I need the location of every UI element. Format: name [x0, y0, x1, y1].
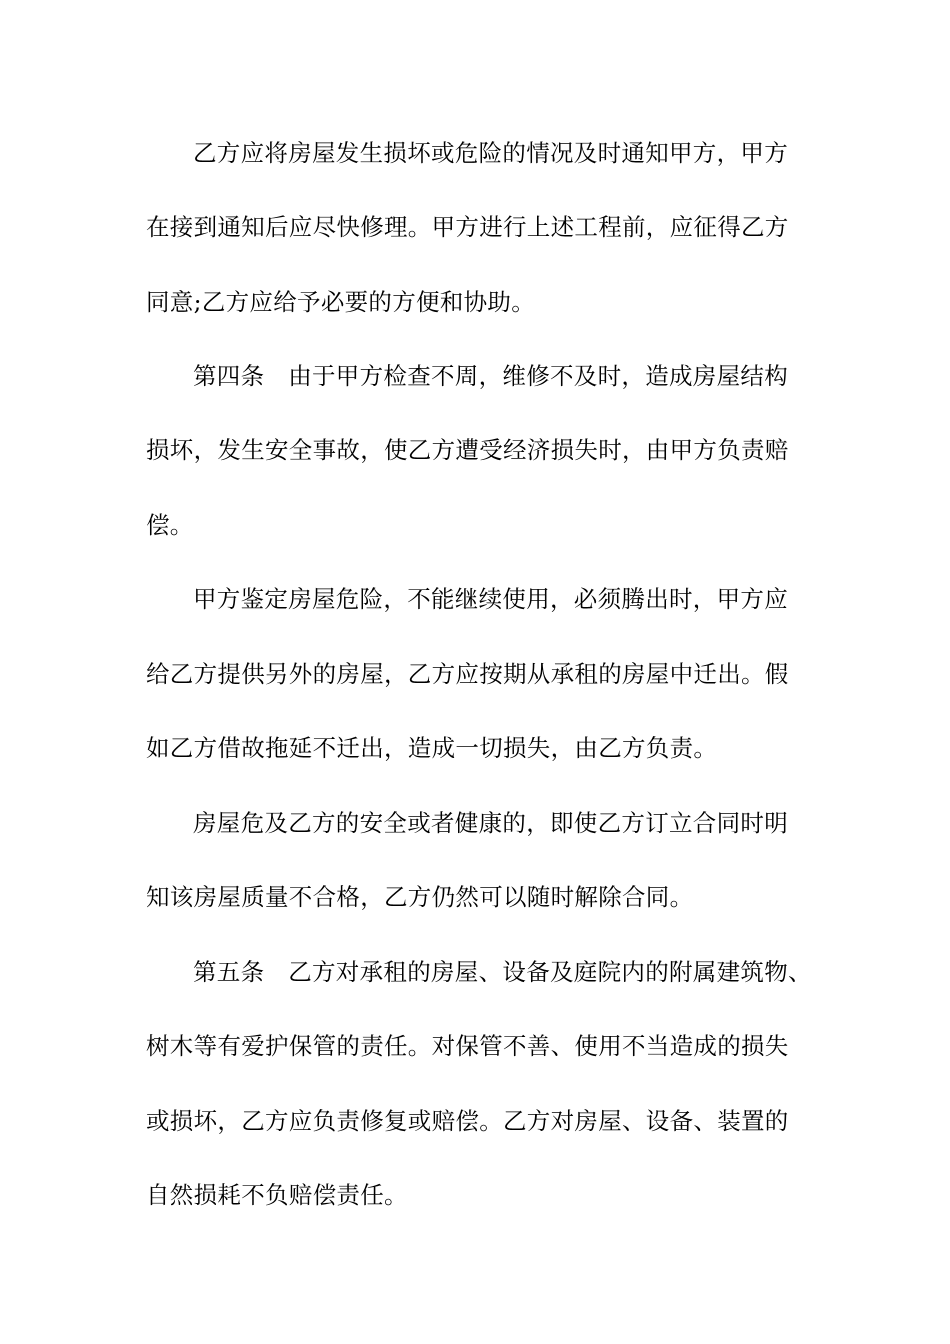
paragraph-line: 树木等有爱护保管的责任。对保管不善、使用不当造成的损失	[146, 1032, 789, 1060]
paragraph-line: 或损坏，乙方应负责修复或赔偿。乙方对房屋、设备、装置的	[146, 1107, 789, 1135]
paragraph-line: 第四条 由于甲方检查不周，维修不及时，造成房屋结构	[193, 362, 788, 390]
paragraph-line: 损坏，发生安全事故，使乙方遭受经济损失时，由甲方负责赔	[146, 436, 789, 464]
paragraph-line: 如乙方借故拖延不迁出，造成一切损失，由乙方负责。	[146, 734, 718, 762]
paragraph-line: 自然损耗不负赔偿责任。	[146, 1181, 408, 1209]
paragraph-line: 乙方应将房屋发生损坏或危险的情况及时通知甲方，甲方	[193, 139, 788, 167]
paragraph-line: 给乙方提供另外的房屋，乙方应按期从承租的房屋中迁出。假	[146, 660, 789, 688]
paragraph-line: 第五条 乙方对承租的房屋、设备及庭院内的附属建筑物、	[193, 958, 812, 986]
paragraph-line: 知该房屋质量不合格，乙方仍然可以随时解除合同。	[146, 883, 694, 911]
paragraph-line: 甲方鉴定房屋危险，不能继续使用，必须腾出时，甲方应	[193, 585, 788, 613]
paragraph-line: 在接到通知后应尽快修理。甲方进行上述工程前，应征得乙方	[146, 213, 789, 241]
paragraph-line: 房屋危及乙方的安全或者健康的，即使乙方订立合同时明	[193, 809, 788, 837]
paragraph-line: 同意;乙方应给予必要的方便和协助。	[146, 288, 536, 316]
paragraph-line: 偿。	[146, 511, 194, 539]
